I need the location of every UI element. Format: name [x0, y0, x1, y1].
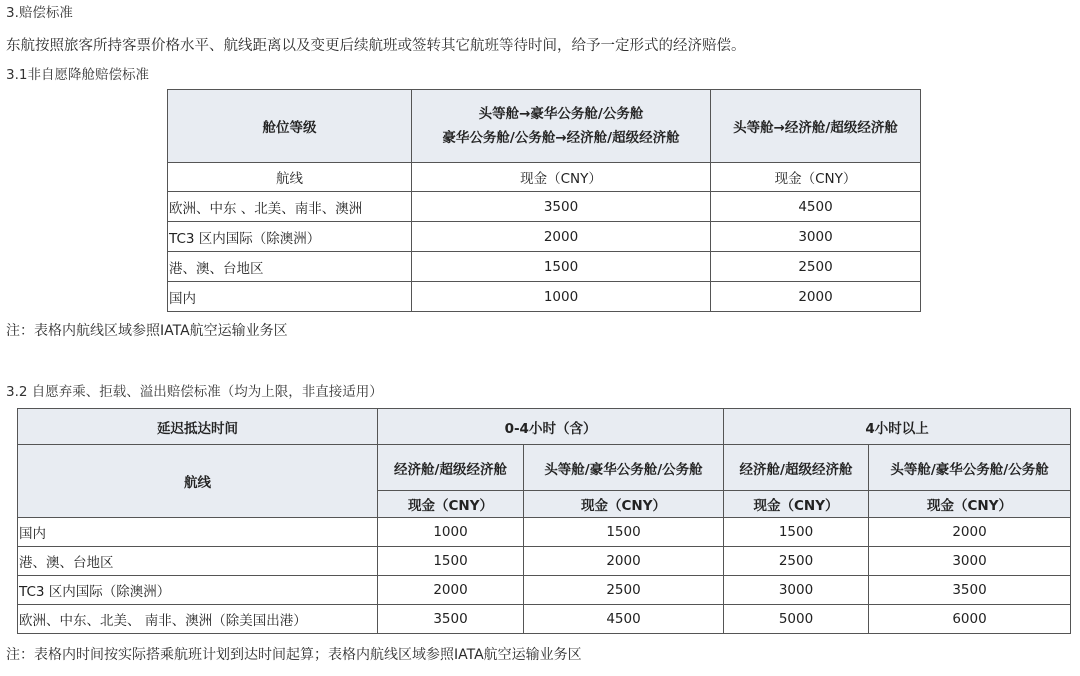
value-cell: 2000: [412, 222, 711, 252]
header-cabin-class: 舱位等级: [168, 90, 412, 163]
value-cell: 2500: [711, 252, 921, 282]
value-cell: 4500: [524, 605, 724, 634]
section-3-2-note: 注：表格内时间按实际搭乘航班计划到达时间起算；表格内航线区域参照IATA航空运输业务区: [6, 647, 582, 663]
section-3-1-note: 注：表格内航线区域参照IATA航空运输业务区: [6, 323, 288, 339]
route-cell: TC3 区内国际（除澳洲）: [168, 222, 412, 252]
header-cash-3: 现金（CNY）: [724, 491, 869, 518]
value-cell: 2500: [524, 576, 724, 605]
table-row: [168, 222, 921, 252]
value-cell: 1000: [412, 282, 711, 312]
route-cell: 港、澳、台地区: [168, 252, 412, 282]
section-3-1-title: 3.1非自愿降舱赔偿标准: [6, 67, 149, 83]
section-3-title: 3.赔偿标准: [6, 5, 73, 21]
subheader-route: 航线: [168, 163, 412, 192]
header-downgrade-one-level-line1: 头等舱→豪华公务舱/公务舱: [478, 106, 644, 122]
route-cell: 国内: [18, 518, 378, 547]
value-cell: 5000: [724, 605, 869, 634]
header-cabin-premium-1: 头等舱/豪华公务舱/公务舱: [524, 445, 724, 491]
table-row: [18, 605, 1071, 634]
section-3-2-title: 3.2 自愿弃乘、拒载、溢出赔偿标准（均为上限，非直接适用）: [6, 384, 383, 400]
table-row: [168, 282, 921, 312]
header-cabin-premium-2: 头等舱/豪华公务舱/公务舱: [869, 445, 1071, 491]
table-row: [168, 252, 921, 282]
route-cell: TC3 区内国际（除澳洲）: [18, 576, 378, 605]
value-cell: 6000: [869, 605, 1071, 634]
downgrade-compensation-table: [167, 89, 921, 312]
table-row: [168, 192, 921, 222]
table-row: [18, 576, 1071, 605]
value-cell: 1500: [378, 547, 524, 576]
value-cell: 1000: [378, 518, 524, 547]
value-cell: 4500: [711, 192, 921, 222]
header-route: 航线: [18, 445, 378, 518]
value-cell: 1500: [524, 518, 724, 547]
header-cash-1: 现金（CNY）: [378, 491, 524, 518]
subheader-cash-2: 现金（CNY）: [711, 163, 921, 192]
header-downgrade-one-level: [412, 90, 711, 163]
value-cell: 3000: [724, 576, 869, 605]
value-cell: 2000: [524, 547, 724, 576]
header-cash-4: 现金（CNY）: [869, 491, 1071, 518]
value-cell: 2000: [869, 518, 1071, 547]
denied-boarding-compensation-table: [17, 408, 1071, 634]
route-cell: 欧洲、中东 、北美、南非、澳洲: [168, 192, 412, 222]
value-cell: 2000: [711, 282, 921, 312]
value-cell: 2500: [724, 547, 869, 576]
header-downgrade-one-level-line2: 豪华公务舱/公务舱→经济舱/超级经济舱: [442, 130, 680, 146]
route-cell: 国内: [168, 282, 412, 312]
header-delay-time: 延迟抵达时间: [18, 409, 378, 445]
value-cell: 3500: [869, 576, 1071, 605]
subheader-cash-1: 现金（CNY）: [412, 163, 711, 192]
route-cell: 欧洲、中东、北美、 南非、澳洲（除美国出港）: [18, 605, 378, 634]
value-cell: 1500: [724, 518, 869, 547]
value-cell: 3000: [869, 547, 1071, 576]
header-cabin-economy-1: 经济舱/超级经济舱: [378, 445, 524, 491]
value-cell: 2000: [378, 576, 524, 605]
header-cash-2: 现金（CNY）: [524, 491, 724, 518]
header-group-over-4h: 4小时以上: [724, 409, 1071, 445]
table-row: [18, 518, 1071, 547]
value-cell: 3500: [412, 192, 711, 222]
section-3-intro: 东航按照旅客所持客票价格水平、航线距离以及变更后续航班或签转其它航班等待时间，给予一定形式的经济赔偿。: [6, 38, 746, 54]
header-cabin-economy-2: 经济舱/超级经济舱: [724, 445, 869, 491]
value-cell: 3500: [378, 605, 524, 634]
table-row: [18, 547, 1071, 576]
value-cell: 1500: [412, 252, 711, 282]
header-group-0-4h: 0-4小时（含）: [378, 409, 724, 445]
header-downgrade-two-levels: 头等舱→经济舱/超级经济舱: [711, 90, 921, 163]
route-cell: 港、澳、台地区: [18, 547, 378, 576]
value-cell: 3000: [711, 222, 921, 252]
